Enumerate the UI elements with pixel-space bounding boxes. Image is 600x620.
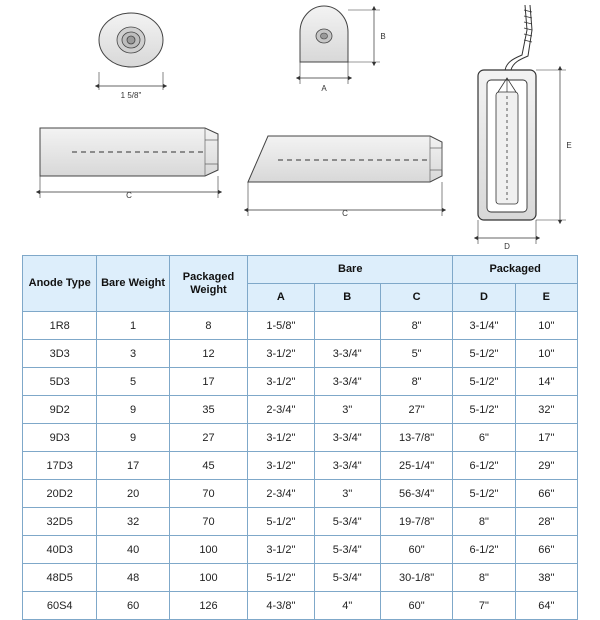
cell-d: 5-1/2"	[453, 340, 515, 368]
cell-packaged-weight: 27	[169, 424, 247, 452]
cell-a: 3-1/2"	[248, 368, 314, 396]
header-group-packaged: Packaged	[453, 256, 578, 284]
cell-c: 27"	[380, 396, 452, 424]
table-row	[23, 480, 578, 508]
cell-e: 10"	[515, 312, 577, 340]
cell-b: 4"	[314, 592, 380, 620]
cell-packaged-weight: 12	[169, 340, 247, 368]
cell-packaged-weight: 45	[169, 452, 247, 480]
cell-a: 3-1/2"	[248, 424, 314, 452]
cell-c: 13-7/8"	[380, 424, 452, 452]
cell-anode-type: 1R8	[23, 312, 97, 340]
cell-packaged-weight: 70	[169, 480, 247, 508]
cell-anode-type: 17D3	[23, 452, 97, 480]
cell-a: 5-1/2"	[248, 508, 314, 536]
cell-anode-type: 20D2	[23, 480, 97, 508]
cell-bare-weight: 17	[97, 452, 169, 480]
cell-b: 3"	[314, 396, 380, 424]
cell-b: 3-3/4"	[314, 368, 380, 396]
cell-d: 5-1/2"	[453, 480, 515, 508]
cell-c: 5"	[380, 340, 452, 368]
cell-e: 32"	[515, 396, 577, 424]
dim-label-bracket-a: A	[321, 84, 327, 93]
cell-packaged-weight: 17	[169, 368, 247, 396]
spec-table-container	[22, 255, 578, 620]
cell-e: 10"	[515, 340, 577, 368]
cell-a: 3-1/2"	[248, 536, 314, 564]
round-anode-side-view	[40, 128, 218, 200]
cell-c: 60"	[380, 592, 452, 620]
cell-bare-weight: 48	[97, 564, 169, 592]
header-col-b: B	[314, 284, 380, 312]
cell-b: 3"	[314, 480, 380, 508]
cell-packaged-weight: 100	[169, 536, 247, 564]
drawings-svg	[0, 0, 600, 250]
cell-bare-weight: 32	[97, 508, 169, 536]
cell-b: 5-3/4"	[314, 564, 380, 592]
table-row	[23, 424, 578, 452]
table-row	[23, 368, 578, 396]
cell-c: 60"	[380, 536, 452, 564]
packaged-anode-section-view	[478, 5, 572, 250]
cell-e: 64"	[515, 592, 577, 620]
cell-bare-weight: 20	[97, 480, 169, 508]
header-bare-weight: Bare Weight	[97, 256, 169, 312]
dim-label-bar-c-left: C	[126, 191, 132, 200]
cell-e: 38"	[515, 564, 577, 592]
cell-e: 29"	[515, 452, 577, 480]
header-col-c: C	[380, 284, 452, 312]
cell-c: 8"	[380, 312, 452, 340]
header-group-bare: Bare	[248, 256, 453, 284]
cell-packaged-weight: 8	[169, 312, 247, 340]
cell-b	[314, 312, 380, 340]
table-body	[23, 312, 578, 620]
dim-label-top-left: 1 5/8"	[120, 91, 142, 100]
table-head	[23, 256, 578, 312]
cell-packaged-weight: 100	[169, 564, 247, 592]
cell-bare-weight: 9	[97, 424, 169, 452]
cell-packaged-weight: 126	[169, 592, 247, 620]
cell-b: 5-3/4"	[314, 536, 380, 564]
cell-d: 6"	[453, 424, 515, 452]
cell-anode-type: 40D3	[23, 536, 97, 564]
header-col-a: A	[248, 284, 314, 312]
cell-a: 4-3/8"	[248, 592, 314, 620]
cell-bare-weight: 40	[97, 536, 169, 564]
cell-packaged-weight: 35	[169, 396, 247, 424]
cell-d: 6-1/2"	[453, 536, 515, 564]
cell-a: 2-3/4"	[248, 396, 314, 424]
cell-bare-weight: 5	[97, 368, 169, 396]
cell-b: 3-3/4"	[314, 452, 380, 480]
dim-label-bracket-b: B	[380, 32, 386, 41]
cell-c: 8"	[380, 368, 452, 396]
cell-e: 66"	[515, 480, 577, 508]
cell-anode-type: 32D5	[23, 508, 97, 536]
cell-a: 3-1/2"	[248, 452, 314, 480]
cell-e: 14"	[515, 368, 577, 396]
cell-anode-type: 5D3	[23, 368, 97, 396]
bracket-side-view	[248, 136, 442, 218]
cell-a: 5-1/2"	[248, 564, 314, 592]
header-col-e: E	[515, 284, 577, 312]
cell-d: 8"	[453, 508, 515, 536]
table-row	[23, 536, 578, 564]
cell-bare-weight: 9	[97, 396, 169, 424]
cell-a: 1-5/8"	[248, 312, 314, 340]
cell-anode-type: 60S4	[23, 592, 97, 620]
cell-d: 8"	[453, 564, 515, 592]
cell-c: 19-7/8"	[380, 508, 452, 536]
cell-b: 3-3/4"	[314, 340, 380, 368]
anode-spec-table	[22, 255, 578, 620]
cell-packaged-weight: 70	[169, 508, 247, 536]
cell-bare-weight: 3	[97, 340, 169, 368]
dim-label-section-e: E	[566, 141, 572, 150]
cell-anode-type: 9D2	[23, 396, 97, 424]
cell-d: 7"	[453, 592, 515, 620]
cell-b: 5-3/4"	[314, 508, 380, 536]
dim-label-bar-c-right: C	[342, 209, 348, 218]
bracket-end-view	[300, 6, 386, 93]
table-row	[23, 396, 578, 424]
table-row	[23, 340, 578, 368]
cell-e: 17"	[515, 424, 577, 452]
table-row	[23, 564, 578, 592]
round-anode-top-view	[99, 13, 163, 100]
table-row	[23, 452, 578, 480]
table-header-row-1	[23, 256, 578, 284]
cell-d: 6-1/2"	[453, 452, 515, 480]
table-row	[23, 592, 578, 620]
cell-c: 25-1/4"	[380, 452, 452, 480]
dim-label-section-d: D	[504, 242, 510, 250]
cell-anode-type: 48D5	[23, 564, 97, 592]
cell-c: 56-3/4"	[380, 480, 452, 508]
cell-e: 28"	[515, 508, 577, 536]
table-row	[23, 312, 578, 340]
cell-bare-weight: 60	[97, 592, 169, 620]
cell-e: 66"	[515, 536, 577, 564]
technical-drawings	[0, 0, 600, 250]
cell-anode-type: 9D3	[23, 424, 97, 452]
cell-a: 2-3/4"	[248, 480, 314, 508]
cell-c: 30-1/8"	[380, 564, 452, 592]
header-anode-type: Anode Type	[23, 256, 97, 312]
cell-a: 3-1/2"	[248, 340, 314, 368]
cell-anode-type: 3D3	[23, 340, 97, 368]
header-packaged-weight: Packaged Weight	[169, 256, 247, 312]
cell-d: 5-1/2"	[453, 396, 515, 424]
cell-d: 5-1/2"	[453, 368, 515, 396]
table-row	[23, 508, 578, 536]
cell-b: 3-3/4"	[314, 424, 380, 452]
header-col-d: D	[453, 284, 515, 312]
cell-bare-weight: 1	[97, 312, 169, 340]
cell-d: 3-1/4"	[453, 312, 515, 340]
